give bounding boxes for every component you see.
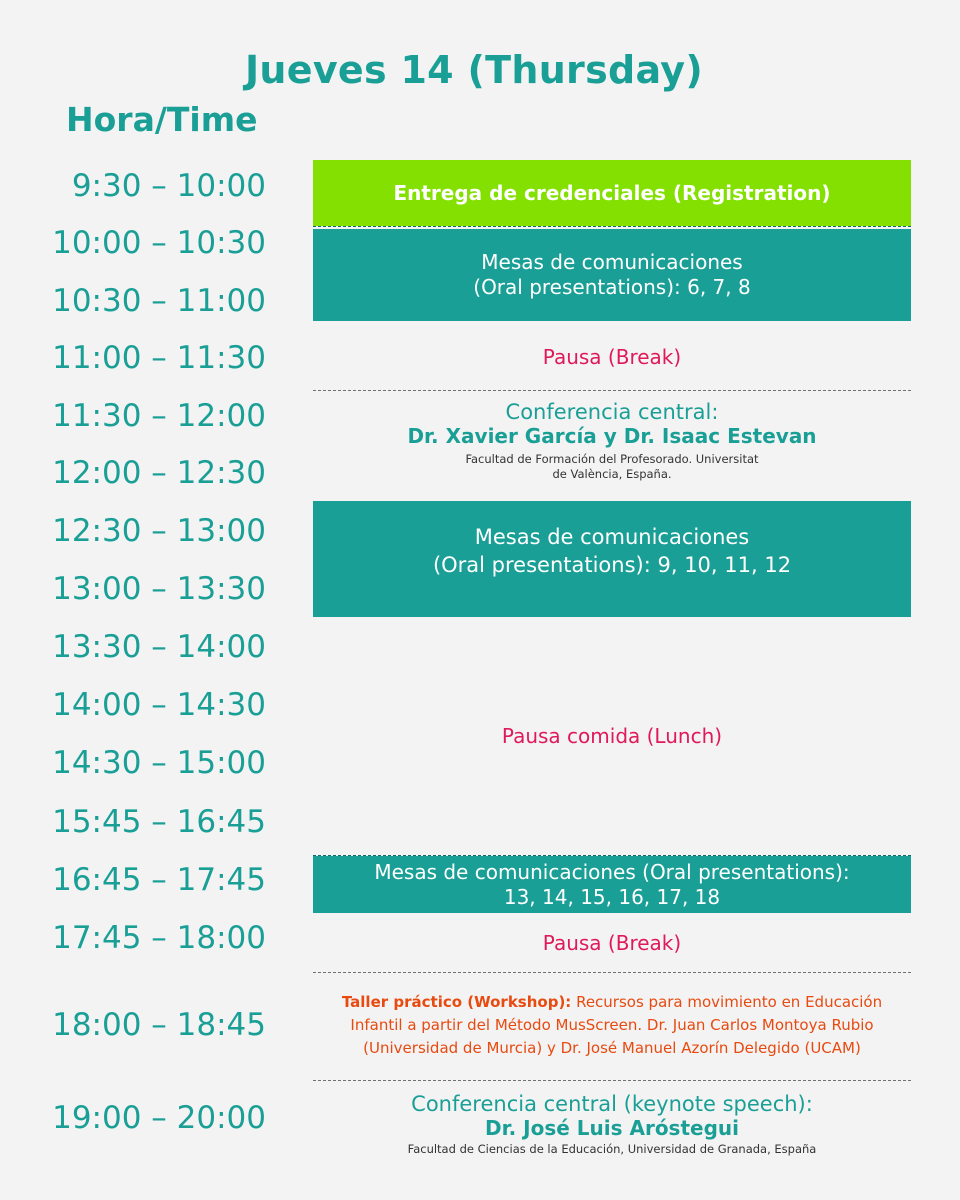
oral-presentations-block (313, 229, 911, 321)
time-slot: 10:30 – 11:00 (52, 283, 266, 319)
workshop-label: Taller práctico (Workshop): (341, 992, 572, 1011)
oral-block-title: Mesas de comunicaciones (474, 525, 750, 549)
divider (313, 1080, 911, 1081)
keynote-block (313, 400, 911, 492)
oral-block-numbers: 13, 14, 15, 16, 17, 18 (503, 884, 721, 909)
lunch-label: Pausa comida (Lunch) (501, 724, 723, 748)
page-title: Jueves 14 (Thursday) (244, 48, 704, 92)
break-label: Pausa (Break) (542, 931, 682, 955)
time-slot: 16:45 – 17:45 (52, 862, 266, 898)
oral-presentations-block (313, 856, 911, 913)
time-slot: 9:30 – 10:00 (71, 168, 266, 204)
break-label: Pausa (Break) (542, 345, 682, 369)
workshop-description (324, 991, 900, 1060)
break-block (313, 915, 911, 971)
keynote-block (313, 1092, 911, 1162)
keynote-affiliation: Facultad de Formación del Profesorado. Universitat (465, 452, 759, 466)
break-block (313, 326, 911, 388)
time-slot: 18:00 – 18:45 (52, 1007, 266, 1043)
keynote-speakers: Dr. Xavier García y Dr. Isaac Estevan (407, 424, 817, 448)
time-column-header: Hora/Time (66, 100, 258, 139)
oral-block-numbers: (Oral presentations): 6, 7, 8 (473, 275, 751, 299)
divider (313, 390, 911, 391)
time-slot: 12:00 – 12:30 (52, 455, 266, 491)
oral-block-numbers: (Oral presentations): 9, 10, 11, 12 (432, 553, 792, 577)
divider (313, 226, 911, 227)
workshop-text: (Universidad de Murcia) y Dr. José Manuel Azorín Delegido (UCAM) (363, 1038, 861, 1057)
workshop-text: Infantil a partir del Método MusScreen. Dr. Juan Carlos Montoya Rubio (350, 1015, 874, 1034)
time-slot: 11:30 – 12:00 (52, 398, 266, 434)
time-slot: 19:00 – 20:00 (52, 1100, 266, 1136)
time-slot: 15:45 – 16:45 (52, 804, 266, 840)
registration-label: Entrega de credenciales (Registration) (393, 181, 831, 205)
keynote-affiliation: de València, España. (552, 467, 672, 481)
keynote-speaker: Dr. José Luis Aróstegui (484, 1116, 739, 1140)
time-slot: 13:30 – 14:00 (52, 629, 266, 665)
time-slot: 13:00 – 13:30 (52, 571, 266, 607)
workshop-block (313, 980, 911, 1070)
time-slot: 10:00 – 10:30 (52, 225, 266, 261)
time-slot: 14:30 – 15:00 (52, 745, 266, 781)
time-slot: 12:30 – 13:00 (52, 513, 266, 549)
time-slot: 14:00 – 14:30 (52, 687, 266, 723)
registration-block (313, 160, 911, 226)
divider (313, 972, 911, 973)
oral-block-title: Mesas de comunicaciones (481, 250, 743, 274)
oral-presentations-block (313, 501, 911, 617)
keynote-affiliation: Facultad de Ciencias de la Educación, Universidad de Granada, España (407, 1142, 817, 1156)
workshop-text: Recursos para movimiento en Educación (571, 992, 883, 1011)
keynote-title: Conferencia central: (505, 400, 719, 424)
time-slot: 11:00 – 11:30 (52, 340, 266, 376)
time-slot: 17:45 – 18:00 (52, 920, 266, 956)
lunch-block (313, 620, 911, 852)
oral-block-title: Mesas de comunicaciones (Oral presentations): (374, 859, 850, 884)
keynote-title: Conferencia central (keynote speech): (411, 1092, 813, 1116)
